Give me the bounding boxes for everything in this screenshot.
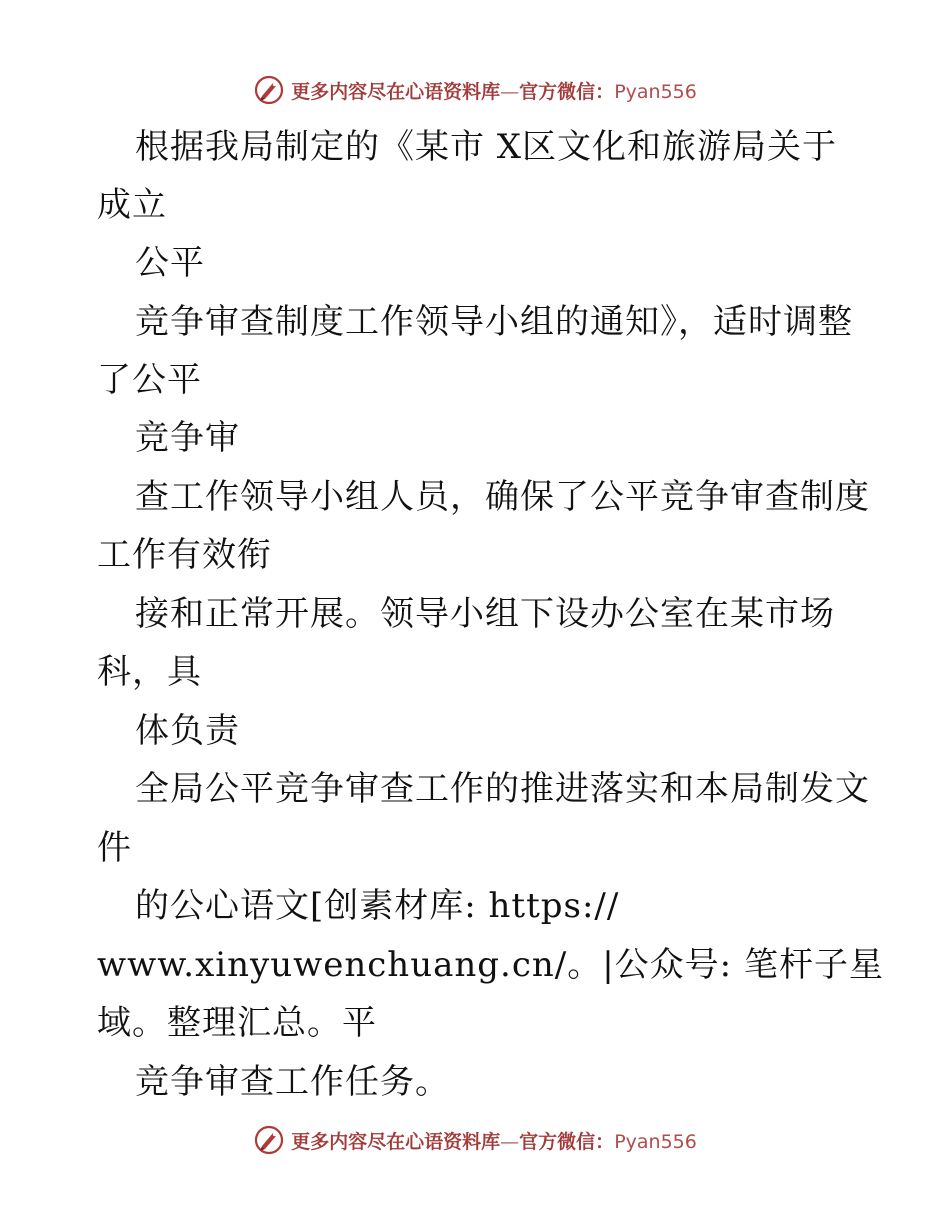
pen-nib-logo-icon [253, 1124, 285, 1156]
banner-separator: — [500, 1130, 520, 1153]
text-line: 竞争审 [135, 418, 240, 458]
header-banner [0, 70, 950, 110]
banner-text [291, 77, 697, 104]
text-line: 公平 [135, 243, 205, 283]
text-line: 竞争审查工作任务。 [135, 1062, 450, 1102]
banner-wechat-label: 官方微信： [519, 1130, 615, 1153]
banner-main-text: 更多内容尽在心语资料库 [291, 1130, 501, 1153]
banner-wechat-id: Pyan556 [614, 80, 697, 103]
banner-wechat-label: 官方微信： [519, 80, 615, 103]
text-line: 全局公平竞争审查工作的推进落实和本局制发文 [135, 769, 870, 809]
banner-separator: — [500, 80, 520, 103]
pen-nib-logo-icon [253, 74, 285, 106]
text-line: 件 [97, 828, 132, 868]
text-line: 的公心语文[创素材库: https:// [135, 886, 620, 926]
text-line: 成立 [97, 185, 167, 225]
footer-banner [0, 1120, 950, 1160]
text-line: 工作有效衔 [97, 535, 272, 575]
text-line: www.xinyuwenchuang.cn/。|公众号: 笔杆子星 [97, 945, 884, 985]
text-line: 查工作领导小组人员，确保了公平竞争审查制度 [135, 477, 870, 517]
text-line: 域。整理汇总。平 [97, 1003, 377, 1043]
banner-main-text: 更多内容尽在心语资料库 [291, 80, 501, 103]
text-line: 竞争审查制度工作领导小组的通知》，适时调整 [135, 302, 853, 342]
text-line: 接和正常开展。领导小组下设办公室在某市场 [135, 594, 835, 634]
text-line: 科，具 [97, 652, 202, 692]
text-line: 体负责 [135, 711, 240, 751]
banner-text [291, 1127, 697, 1154]
banner-wechat-id: Pyan556 [614, 1130, 697, 1153]
text-line: 了公平 [97, 360, 202, 400]
text-line: 根据我局制定的《某市 X区文化和旅游局关于 [135, 127, 838, 167]
